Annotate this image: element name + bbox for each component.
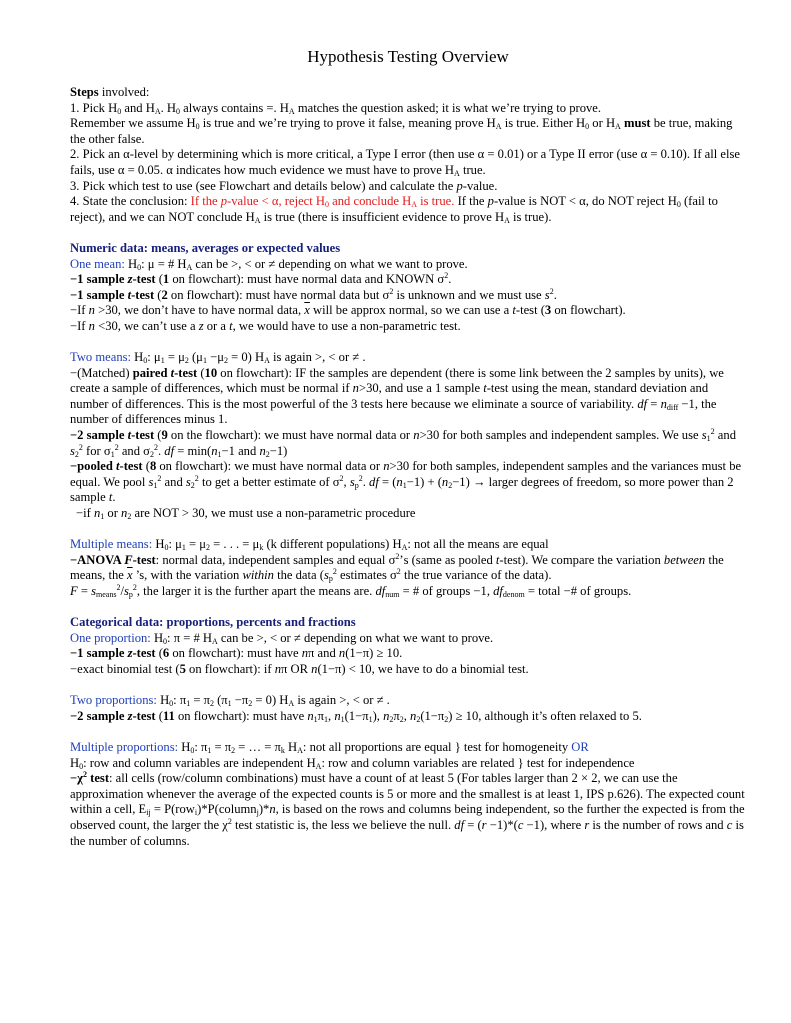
numeric-heading: Numeric data: means, averages or expected values	[70, 240, 341, 255]
categorical-heading: Categorical data: proportions, percents and fractions	[70, 615, 356, 630]
step-2: 2. Pick an α-level by determining which is more critical, a Type I error (then use α = 0.01) or a Type II error (use α = 0.10). If all else fails, use α = 0.05. α indicates how much evidence we must have to prove $H_A$ true.	[70, 147, 740, 178]
multiple-proportions-line: Multiple proportions: $H_0$: $\pi_1 = \pi_2$ = … = $\pi_k$ $H_A$: not all proportions are equal } test for homogeneity OR $H_0$: row and column variables are independent $H_A$: row and column variables are related } test for independence	[70, 739, 635, 771]
two-proportions-line: Two proportions: $H_0$: $\pi_1 = \pi_2$ $(\pi_1 -\pi_2 = 0)$ $H_A$ is again >, < or ≠ .	[70, 693, 390, 709]
multiple-means-line: Multiple means: $H_0$: $\mu_1 = \mu_2$ = . . . = $\mu_k$ (k different populations) $H_A$: not all the means are equal	[70, 537, 549, 553]
steps-heading: Steps involved:	[70, 85, 150, 99]
non-parametric-note: −if $n_1$ or $n_2$ are NOT > 30, we must use a non-parametric procedure	[76, 506, 416, 522]
one-sample-t-test: −1 sample t-test (2 on flowchart): must have normal data but $\sigma^2$ is unknown and we must use $s^2$.	[70, 286, 557, 302]
two-means-line: Two means: $H_0$: $\mu_1 = \mu_2$ $(\mu_1 -\mu_2 = 0)$ $H_A$ is again >, < or ≠ .	[70, 350, 366, 366]
page-title: Hypothesis Testing Overview	[307, 47, 509, 66]
step-3: 3. Pick which test to use (see Flowchart and details below) and calculate the p-value.	[70, 178, 498, 193]
two-sample-z-prop: −2 sample z-test (11 on flowchart): must have $n_1\pi_1$, $n_1(1-\pi_1)$, $n_2\pi_2$, $n_2(1-\pi_2) \ge 10$, although it’s often relaxed to 5.	[70, 708, 642, 724]
step-4: 4. State the conclusion: If the p-value < α, reject $H_0$ and conclude $H_A$ is true. If the p-value is NOT < α, do NOT reject $H_0$ (fail to reject), and we can NOT conclude $H_A$ is true (there is insufficient evidence to prove $H_A$ is true).	[70, 194, 718, 225]
one-mean-line: One mean: $H_0$: μ = # $H_A$ can be >, < or ≠ depending on what we want to prove.	[70, 256, 468, 272]
pooled-t-test: −pooled t-test (8 on flowchart): we must have normal data or n>30 for both samples, independent samples and the variances must be equal. We pool $s_1^2$ and $s_2^2$ to get a better estimate of $\sigma^2$, $s_p^2$. df = $(n_1-1) + (n_2-1)$ → larger degrees of freedom, so more power than 2 sample t.	[70, 459, 742, 505]
n-less-30: −If n <30, we can’t use a z or a t, we would have to use a non-parametric test.	[70, 318, 461, 333]
n-greater-30: −If n >30, we don’t have to have normal data, $\overline{x}$ will be approx normal, so we can use a t-test (3 on flowchart).	[70, 303, 626, 318]
two-sample-t-test: −2 sample t-test (9 on the flowchart): we must have normal data or n>30 for both samples and independent samples. We use $s_1^2$ and $s_2^2$ for $\sigma_1^2$ and $\sigma_2^2$. df = $\min(n_1-1$ and $n_2-1$)	[70, 427, 736, 459]
chi-square-test: $-\chi^2$ test: all cells (row/column combinations) must have a count of at least 5 (For tables larger than 2 × 2, we can use the approximation whenever the average of the expected counts is 5 or more and the smallest is at least 1, IPS p.626). The expected count within a cell, $E_{ij}$ = P(row$_i$)*P(column$_j$)*n, is based on the rows and columns being independent, so the further the expected is from the observed count, the larger the $\chi^2$ test statistic is, the less we believe the null. df = (r −1)*(c −1), where r is the number of rows and c is the number of columns.	[70, 770, 745, 848]
one-sample-z-test: −1 sample z-test (1 on flowchart): must have normal data and KNOWN $\sigma^2$.	[70, 271, 452, 287]
step-1: 1. Pick $H_0$ and $H_A$. $H_0$ always contains =. $H_A$ matches the question asked; it is what we’re trying to prove. Remember we assume $H_0$ is true and we’re trying to prove it false, meaning prove $H_A$ is true. Either $H_0$ or $H_A$ must be true, making the other false.	[70, 100, 733, 146]
one-sample-z-prop: −1 sample z-test (6 on flowchart): must have nπ and n(1−π) ≥ 10.	[70, 646, 403, 661]
paired-t-test: −(Matched) paired t-test (10 on flowchart): IF the samples are dependent (there is some link between the 2 samples by units), we create a sample of differences, which must be normal if n>30, and use a 1 sample t-test using the mean, standard deviation and number of differences. This is the most powerful of the 3 tests here because we eliminate a source of variability. df = $n_{diff} -1$, the number of differences minus 1.	[70, 365, 724, 427]
document-page	[70, 46, 746, 849]
anova-f-test: −ANOVA F-test: normal data, independent samples and equal $\sigma^2’s$ (same as pooled t-test). We compare the variation between the means, the $\overline{x}$ ’s, with the variation within the data ($s_p^2$ estimates $\sigma^2$ the true variance of the data). $F = s_{means}^2/s_p^2$, the larger it is the further apart the means are. $df_{num}$ = # of groups −1, $df_{denom}$ = total −# of groups.	[70, 551, 724, 599]
exact-binomial-test: −exact binomial test (5 on flowchart): if nπ OR n(1−π) < 10, we have to do a binomial test.	[70, 661, 529, 676]
one-proportion-line: One proportion: $H_0$: π = # $H_A$ can be >, < or ≠ depending on what we want to prove.	[70, 630, 494, 646]
